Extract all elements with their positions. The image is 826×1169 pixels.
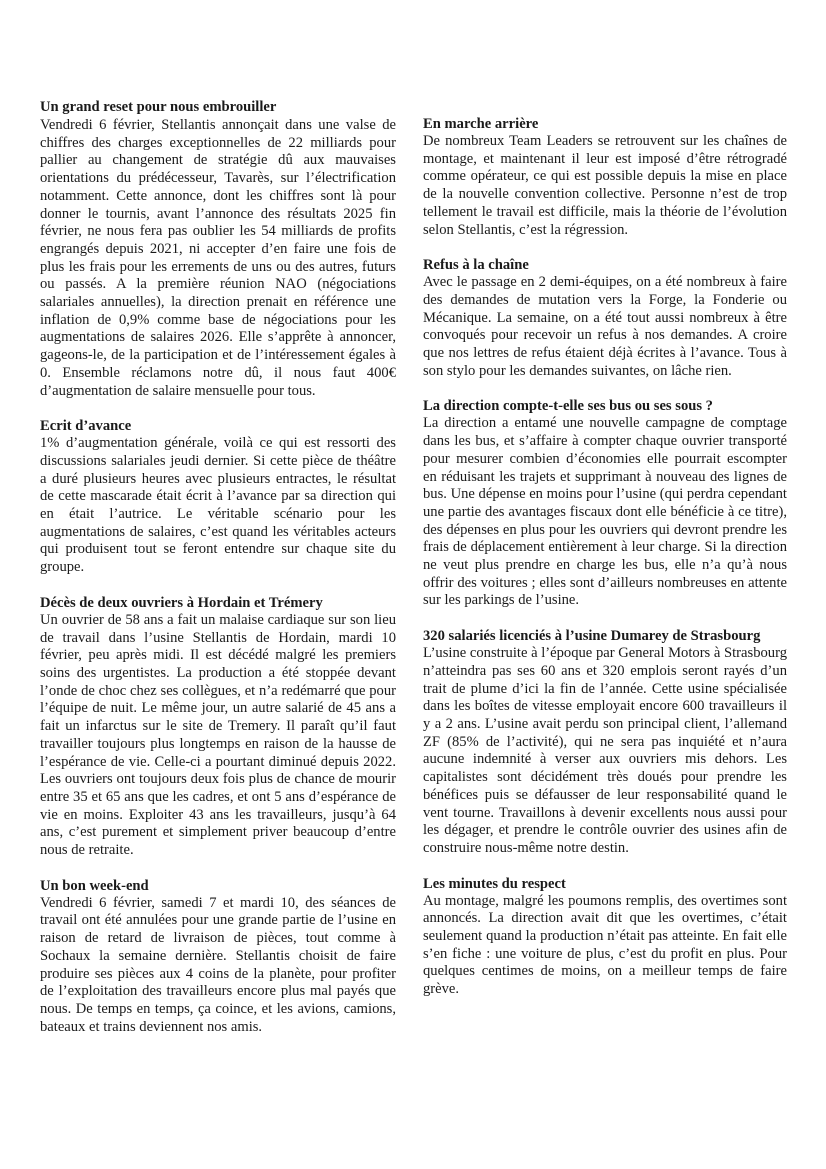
article-marche-arriere: [423, 115, 787, 239]
article-title: Un grand reset pour nous embrouiller: [40, 99, 277, 115]
article-title: Les minutes du respect: [423, 875, 566, 892]
article-body: L’usine construite à l’époque par General Motors à Strasbourg n’atteindra pas ses 60 ans et 320 emplois seront rayés d’un trait de plume d’ici la fin de l’année. Cette usine spécialisée dans les boîtes de vitesse employait encore 600 travailleurs il y a 2 ans. L’usine avait perdu son principal client, l’allemand ZF (85% de l’activité), qui ne sera pas inquiété et n’aura aucune indemnité à verser aux ouvriers mis dehors. Les capitalistes sont décidément très doués pour prendre les bénéfices puis se défausser de leur responsabilité quand le vent tourne. Travaillons à devenir excellents nous aussi pour les dégager, et prendre le contrôle ouvrier des usines afin de construire nous-même notre destin.: [423, 645, 787, 856]
article-body: De nombreux Team Leaders se retrouvent sur les chaînes de montage, et maintenant il leur est imposé d’être rétrogradé comme opérateur, ce qui est possible depuis la mise en place de la nouvelle convention collective. Personne n’est de trop tellement le travail est difficile, mais la théorie de l’évolution selon Stellantis, c’est la régression.: [423, 133, 787, 238]
article-title: 320 salariés licenciés à l’usine Dumarey de Strasbourg: [423, 628, 761, 645]
article-title: En marche arrière: [423, 116, 539, 132]
article-body: 1% d’augmentation générale, voilà ce qui est ressorti des discussions salariales jeudi dernier. Si cette pièce de théâtre a duré plusieurs heures avec plusieurs entractes, le résultat de cette mascarade était écrit à l’avance par sa direction qui en était l’autrice. Le véritable scénario pour les augmentations de salaires, c’est quand les véritables acteurs qui produisent tout se feront entendre sur chaque site du groupe.: [40, 435, 396, 576]
left-column: [40, 98, 396, 1053]
article-body: Au montage, malgré les poumons remplis, des overtimes sont annoncés. La direction avait dit que les overtimes, c’était seulement quand la production n’était pas atteinte. En fait elle s’en fiche : une voiture de plus, c’est du profit en plus. Pour quelques centimes de moins, on a meilleur temps de faire grève.: [423, 892, 787, 998]
article-title: Refus à la chaîne: [423, 257, 529, 274]
article-body: Vendredi 6 février, samedi 7 et mardi 10, des séances de travail ont été annulées pour une grande partie de l’usine en raison de retard de livraison de pièces, tout comme à Sochaux la semaine dernière. Stellantis choisit de faire produire ses pièces aux 4 coins de la planète, pour profiter de l’exploitation des travailleurs encore plus mal payés que nous. De temps en temps, ça coince, et les avions, camions, bateaux et trains deviennent nos amis.: [40, 894, 396, 1035]
article-title: Décès de deux ouvriers à Hordain et Trémery: [40, 594, 323, 611]
article-ecrit-avance: [40, 417, 396, 577]
article-title: Un bon week-end: [40, 877, 149, 894]
article-body: Vendredi 6 février, Stellantis annonçait dans une valse de chiffres des charges exceptionnelles de 22 milliards pour pallier au changement de stratégie dû aux mauvaises orientations du prédécesseur, Tavarès, sur l’électrification notamment. Cette annonce, dont les chiffres sont là pour donner le tournis, avant l’annonce des résultats 2025 fin février, ne nous fera pas oublier les 54 milliards de profits engrangés depuis 2021, ni accepter d’en faire une fois de plus les frais pour les errements de uns ou des autres, futurs ou passés. A la première réunion NAO (négociations salariales annuelles), la direction prenait en référence une inflation de 0,9% comme base de négociations pour les augmentations de salaires 2026. Elle s’apprête à annoncer, gageons-le, de la participation et de l’intéressement égales à 0. Ensemble réclamons notre dû, il nous faut 400€ d’augmentation de salaire mensuelle pour tous.: [40, 117, 396, 399]
article-bus-ou-sous: [423, 397, 787, 610]
article-refus-chaine: [423, 256, 787, 380]
article-deces-ouvriers: [40, 594, 396, 860]
article-body: La direction a entamé une nouvelle campagne de comptage dans les bus, et s’affaire à compter chaque ouvrier transporté pour mesurer combien d’économies elle pourrait escompter en réduisant les trajets et supprimant à nouveau des lignes de bus. Une dépense en moins pour l’usine (qui perdra cependant une partie des avantages fiscaux dont elle bénéficie à ce titre), des dépenses en plus pour les ouvriers qui devront prendre les frais de déplacement entièrement à leur charge. Si la direction ne veut plus prendre en charge les bus, elle n’a qu’à nous offrir des voitures ; elles sont d’ailleurs nombreuses en attente sur les parkings de l’usine.: [423, 415, 787, 609]
article-bon-week-end: [40, 877, 396, 1037]
right-column: [423, 115, 787, 1016]
article-title: La direction compte-t-elle ses bus ou ses sous ?: [423, 398, 713, 415]
article-minutes-respect: [423, 875, 787, 999]
article-grand-reset: [40, 98, 396, 400]
article-title: Ecrit d’avance: [40, 418, 132, 435]
article-body: Avec le passage en 2 demi-équipes, on a été nombreux à faire des demandes de mutation vers la Forge, la Fonderie ou Mécanique. La semaine, on a été tout aussi nombreux à être convoqués pour recevoir un refus à nos demandes. A croire que nos lettres de refus étaient déjà écrites à l’avance. Tous à son stylo pour les demandes suivantes, on lâche rien.: [423, 274, 787, 379]
article-dumarey-strasbourg: [423, 627, 787, 857]
article-body: Un ouvrier de 58 ans a fait un malaise cardiaque sur son lieu de travail dans l’usine Stellantis de Hordain, mardi 10 février, peu après midi. Il est décédé malgré les premiers soins des urgentistes. La production a été stoppée devant l’onde de choc chez ses collègues, et n’a redémarré que pour l’équipe de nuit. Le même jour, un autre salarié de 45 ans a fait un infarctus sur le site de Tremery. Il paraît qu’il faut travailler toujours plus longtemps en raison de la hausse de l’espérance de vie. Celle-ci a pourtant diminué depuis 2022. Les ouvriers ont toujours deux fois plus de chance de mourir entre 35 et 65 ans que les cadres, et ont 5 ans d’espérance de vie en moins. Exploiter 43 ans les travailleurs, jusqu’à 64 ans, c’est purement et simplement priver beaucoup d’entre nous de retraite.: [40, 611, 396, 859]
